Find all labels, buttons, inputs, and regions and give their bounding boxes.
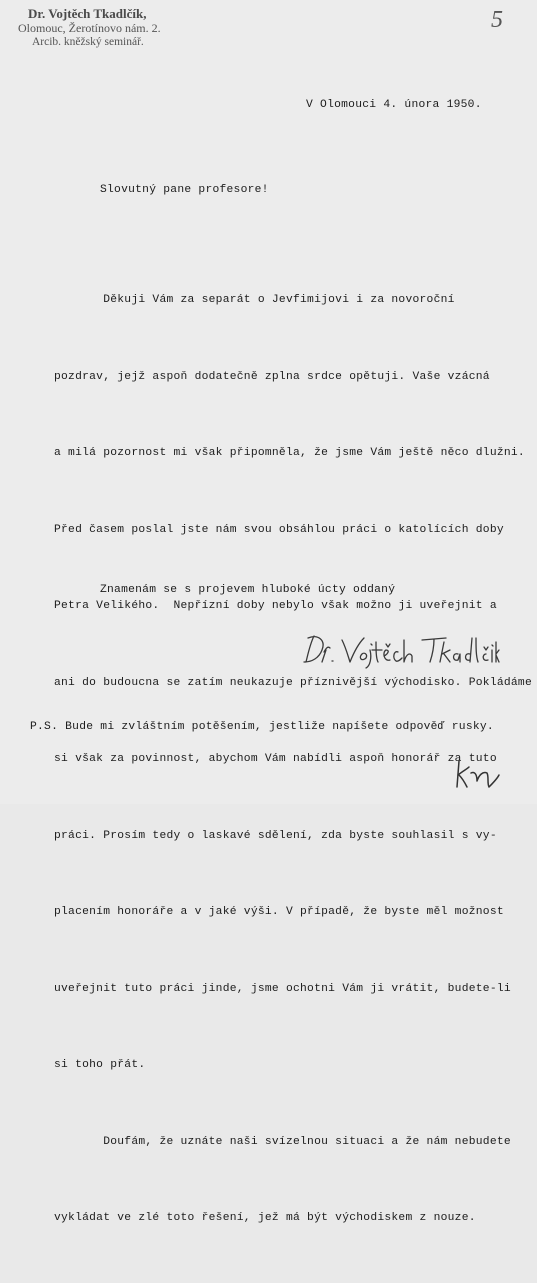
body-line: placením honoráře a v jaké výši. V případě, že byste měl možnost [54,906,504,918]
letterhead-institution: Arcib. kněžský seminář. [32,36,144,48]
body-line: pozdrav, jejž aspoň dodatečně zplna srdce opětuji. Vaše vzácná [54,370,490,383]
dateline: V Olomouci 4. února 1950. [306,99,482,111]
folio-number: 5 [491,7,503,33]
body-line: uveřejnit tuto práci jinde, jsme ochotni Vám ji vrátit, budete-li [54,982,511,995]
body-line: Petra Velikého. Nepřízní doby nebylo však možno ji uveřejnit a [54,600,497,612]
letterhead-stamp [18,7,161,49]
body-line: si však za povinnost, abychom Vám nabídli aspoň honorář za tuto [54,753,497,765]
body-line: ani do budoucna se zatím neukazuje příznivější východisko. Pokládáme [54,676,532,689]
body-line: vykládat ve zlé toto řešení, jež má být východiskem z nouze. [54,1212,476,1224]
body-line: Děkuji Vám za separát o Jevfimijovi i za novoroční [54,294,455,306]
postscript: P.S. Bude mi zvláštním potěšením, jestliže napíšete odpověď rusky. [30,721,494,733]
body-line: Před časem poslal jste nám svou obsáhlou práci o katolících doby [54,523,504,536]
closing-line: Znamenám se s projevem hluboké úcty oddaný [100,584,396,596]
body-line: si toho přát. [54,1059,146,1071]
body-line: a milá pozornost mi však připomněla, že jsme Vám ještě něco dlužni. [54,447,525,459]
body-line: Doufám, že uznáte naši svízelnou situaci a že nám nebudete [54,1135,511,1148]
letterhead-name: Dr. Vojtěch Tkadlčík, [28,6,147,21]
salutation: Slovutný pane profesore! [100,184,269,196]
handwritten-signature [300,628,500,670]
handwritten-initials [453,757,503,791]
letterhead-address: Olomouc, Žerotínovo nám. 2. [18,21,161,35]
body-line: práci. Prosím tedy o laskavé sdělení, zda byste souhlasil s vy- [54,829,497,842]
